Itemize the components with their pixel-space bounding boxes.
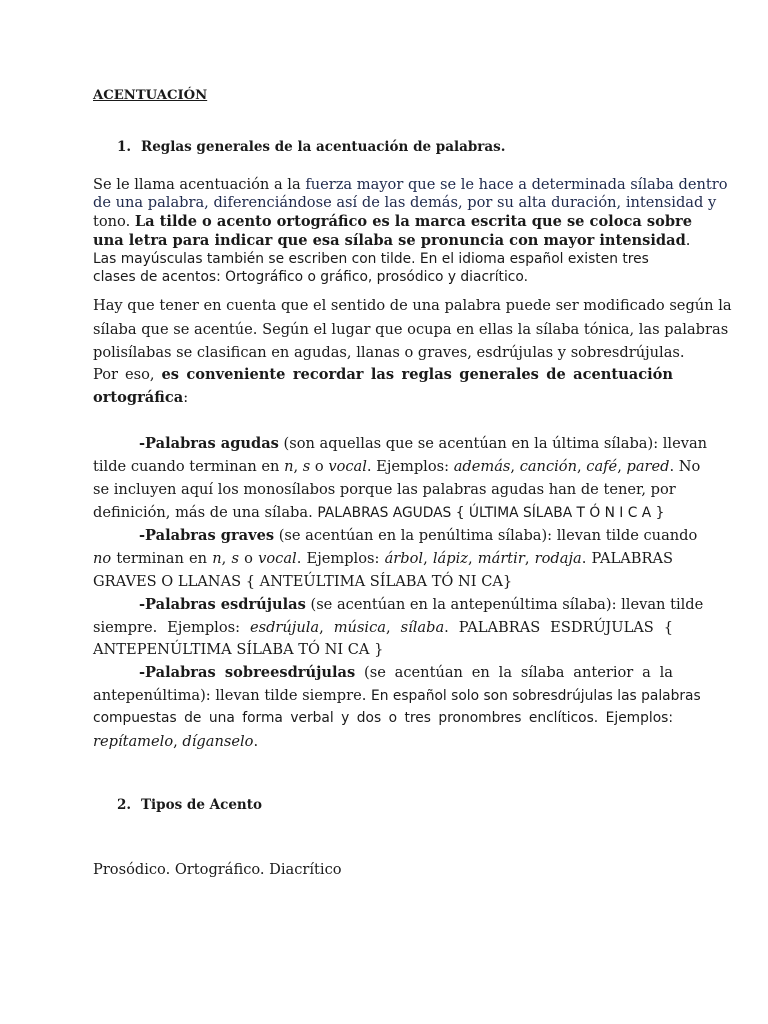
graves-text: (se acentúan en la penúltima sílaba): llevan tilde cuando bbox=[274, 527, 698, 544]
graves-text: o bbox=[238, 550, 259, 567]
agudas-caption: PALABRAS AGUDAS { ÚLTIMA SÍLABA T Ó N I C A } bbox=[317, 505, 665, 521]
para1-text: . bbox=[685, 232, 691, 249]
graves-term: -Palabras graves bbox=[139, 527, 275, 544]
para2-line5 bbox=[93, 388, 188, 407]
sobre-line4: repítamelo, díganselo. bbox=[93, 733, 259, 750]
example-word: árbol bbox=[384, 550, 424, 567]
para2-line2: sílaba que se acentúe. Según el lugar que ocupa en ellas la sílaba tónica, las palabras bbox=[93, 321, 729, 338]
para1-line4 bbox=[93, 231, 690, 250]
para2-line1: Hay que tener en cuenta que el sentido de una palabra puede ser modificado según la bbox=[93, 297, 732, 314]
example-word: café bbox=[586, 458, 618, 475]
example-word: pared bbox=[626, 458, 670, 475]
section-2-number: 2. bbox=[117, 797, 132, 813]
agudas-line1 bbox=[139, 434, 708, 453]
sobre-text: . bbox=[253, 733, 259, 750]
agudas-text: . No bbox=[669, 458, 701, 475]
letter-n: n bbox=[284, 458, 294, 475]
example-word: mártir bbox=[477, 550, 525, 567]
para1-line5: Las mayúsculas también se escriben con tilde. En el idioma español existen tres bbox=[93, 251, 649, 267]
para1-highlight: fuerza mayor que se le hace a determinada sílaba dentro bbox=[305, 176, 728, 193]
section-1-number: 1. bbox=[117, 139, 132, 155]
graves-text: , bbox=[221, 550, 232, 567]
section-1-heading bbox=[117, 138, 505, 157]
section-2-heading bbox=[117, 796, 262, 815]
graves-line1 bbox=[139, 526, 698, 545]
section-2-title: Tipos de Acento bbox=[141, 797, 262, 813]
agudas-line3: se incluyen aquí los monosílabos porque las palabras agudas han de tener, por bbox=[93, 481, 676, 498]
esdrujulas-text: . PALABRAS ESDRÚJULAS { bbox=[444, 619, 674, 636]
example-word: música bbox=[333, 619, 386, 636]
para2-bold: es conveniente recordar las reglas generales de acentuación bbox=[161, 366, 673, 383]
para1-text: Se le llama acentuación a la bbox=[93, 176, 306, 193]
example-word: además bbox=[453, 458, 511, 475]
example-word: esdrújula bbox=[249, 619, 320, 636]
esdrujulas-line3: ANTEPENÚLTIMA SÍLABA TÓ NI CA } bbox=[93, 641, 384, 658]
tipos-acento-list: Prosódico. Ortográfico. Diacrítico bbox=[93, 861, 342, 878]
agudas-line4 bbox=[93, 503, 664, 523]
graves-line2: no terminan en n, s o vocal. Ejemplos: árbol, lápiz, mártir, rodaja. PALABRAS bbox=[93, 550, 674, 567]
para2-bold: ortográfica bbox=[93, 389, 184, 406]
word-vocal: vocal bbox=[328, 458, 367, 475]
word-vocal: vocal bbox=[258, 550, 297, 567]
letter-n: n bbox=[212, 550, 222, 567]
sobre-text: antepenúltima): llevan tilde siempre. bbox=[93, 687, 372, 704]
graves-text: terminan en bbox=[111, 550, 213, 567]
para1-text: tono. bbox=[93, 213, 135, 230]
esdrujulas-text: (se acentúan en la antepenúltima sílaba): llevan tilde bbox=[305, 596, 704, 613]
sobre-term: -Palabras sobreesdrújulas bbox=[139, 664, 356, 681]
example-word: repítamelo bbox=[93, 733, 174, 750]
esdrujulas-line2: siempre. Ejemplos: esdrújula, música, sílaba. PALABRAS ESDRÚJULAS { bbox=[93, 619, 674, 636]
section-1-title: Reglas generales de la acentuación de palabras. bbox=[141, 139, 506, 155]
document-title: ACENTUACIÓN bbox=[93, 88, 208, 103]
para1-line3 bbox=[93, 212, 692, 231]
para2-line4 bbox=[93, 365, 673, 384]
para2-line3: polisílabas se clasifican en agudas, llanas o graves, esdrújulas y sobresdrújulas. bbox=[93, 344, 685, 361]
agudas-text: tilde cuando terminan en bbox=[93, 458, 285, 475]
graves-text: . PALABRAS bbox=[581, 550, 674, 567]
esdrujulas-line1 bbox=[139, 595, 704, 614]
para1-line2: de una palabra, diferenciándose así de las demás, por su alta duración, intensidad y bbox=[93, 194, 717, 211]
graves-line3: GRAVES O LLANAS { ANTEÚLTIMA SÍLABA TÓ NI CA} bbox=[93, 573, 513, 590]
sobre-text-sans: En español solo son sobresdrújulas las palabras bbox=[371, 688, 701, 704]
example-word: díganselo bbox=[182, 733, 254, 750]
word-no: no bbox=[93, 550, 112, 567]
esdrujulas-text: siempre. Ejemplos: bbox=[93, 619, 250, 636]
para2-text: Por eso, bbox=[93, 366, 162, 383]
agudas-text: o bbox=[310, 458, 329, 475]
para1-bold: una letra para indicar que esa sílaba se pronuncia con mayor intensidad bbox=[93, 232, 686, 249]
letter-s: s bbox=[302, 458, 311, 475]
example-word: sílaba bbox=[400, 619, 445, 636]
sobre-line2 bbox=[93, 686, 701, 706]
para1-line1 bbox=[93, 175, 728, 194]
agudas-text: (son aquellas que se acentúan en la última sílaba): llevan bbox=[278, 435, 708, 452]
para1-bold: La tilde o acento ortográfico es la marca escrita que se coloca sobre bbox=[134, 213, 693, 230]
agudas-line2: tilde cuando terminan en n, s o vocal. Ejemplos: además, canción, café, pared. No bbox=[93, 458, 701, 475]
sobre-line1 bbox=[139, 663, 673, 682]
example-word: lápiz bbox=[432, 550, 468, 567]
para1-line6: clases de acentos: Ortográfico o gráfico, prosódico y diacrítico. bbox=[93, 269, 528, 285]
agudas-text: . Ejemplos: bbox=[366, 458, 454, 475]
agudas-term: -Palabras agudas bbox=[139, 435, 279, 452]
sobre-text: (se acentúan en la sílaba anterior a la bbox=[355, 664, 673, 681]
esdrujulas-term: -Palabras esdrújulas bbox=[139, 596, 306, 613]
example-word: rodaja bbox=[534, 550, 582, 567]
para2-text: : bbox=[183, 389, 189, 406]
graves-text: . Ejemplos: bbox=[296, 550, 385, 567]
sobre-line3: compuestas de una forma verbal y dos o tres pronombres enclíticos. Ejemplos: bbox=[93, 710, 673, 726]
example-word: canción bbox=[519, 458, 577, 475]
agudas-text: , bbox=[293, 458, 303, 475]
agudas-text: definición, más de una sílaba. bbox=[93, 504, 318, 521]
letter-s: s bbox=[231, 550, 239, 567]
